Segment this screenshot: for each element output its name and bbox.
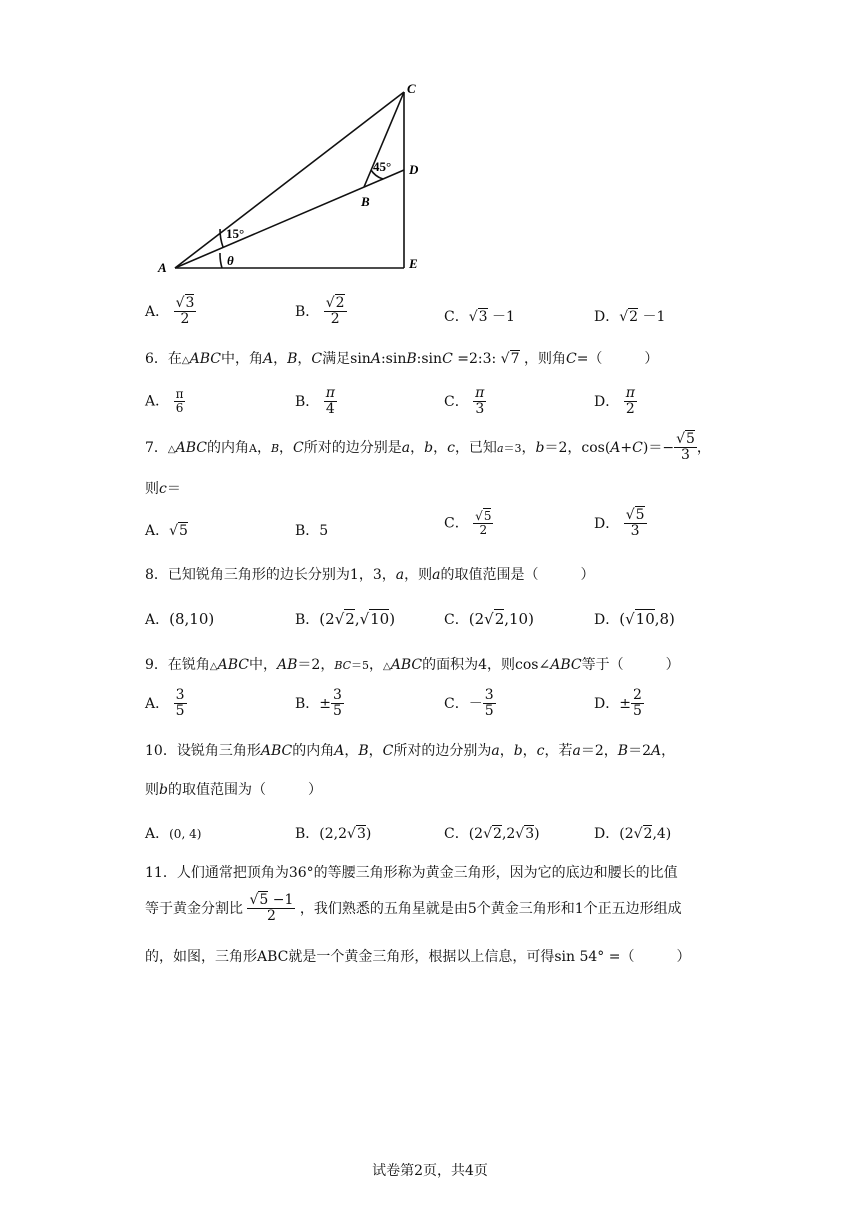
q7-stem: 7．△ABC的内角A，B，C所对的边分别是a，b，c，已知a＝3，b＝2，cos(A+C)＝− $\frac{√5}{3}$ ， (145, 431, 711, 464)
page-footer: 试卷第2页，共4页 (372, 1163, 488, 1179)
q5-option-c-value: √3 －1 (468, 309, 515, 325)
label-D: D (409, 162, 419, 177)
q5-option-d-value: √2 －1 (619, 309, 666, 325)
q6-option-a[interactable]: A． $\frac{\pi}{6}$ (145, 387, 184, 416)
q9-option-d[interactable]: D．± $\frac{2}{5}$ (594, 687, 642, 720)
q10-option-a[interactable]: A．(0, 4) (145, 826, 202, 842)
q5-option-a[interactable]: A． $\frac{√3}{2}$ (145, 295, 195, 328)
q7-stem-2: 则c＝ (145, 481, 181, 497)
q9-stem: 9．在锐角△ABC中，AB＝2，BC＝5，△ABC的面积为4，则cos∠ABC等于（ ） (145, 657, 680, 673)
q5-option-c[interactable]: C．√3 －1 (444, 309, 515, 325)
q8-option-a[interactable]: A．(8,10) (145, 610, 215, 628)
label-C: C (407, 81, 416, 96)
q8-stem: 8．已知锐角三角形的边长分别为1，3，a，则a的取值范围是（ ） (145, 567, 595, 583)
q6-option-b[interactable]: B． $\frac{\pi}{4}$ (295, 385, 335, 418)
q5-option-b-value: $\frac{√2}{2}$ (325, 295, 345, 328)
label-E: E (409, 256, 418, 271)
q8-option-c[interactable]: C．(2√2,10) (444, 610, 534, 628)
q6-option-d[interactable]: D． $\frac{\pi}{2}$ (594, 385, 635, 418)
q7-option-d[interactable]: D． $\frac{√5}{3}$ (594, 507, 645, 540)
q10-option-b[interactable]: B．(2,2√3) (295, 826, 372, 842)
q10-stem: 10．设锐角三角形ABC的内角A，B，C所对的边分别为a，b，c，若a＝2，B＝2A， (145, 743, 676, 759)
q10-stem-2: 则b的取值范围为（ ） (145, 782, 322, 798)
q5-option-d[interactable]: D．√2 －1 (594, 309, 666, 325)
q10-option-d[interactable]: D．(2√2,4) (594, 826, 672, 842)
q11-stem-3: 的，如图，三角形ABC就是一个黄金三角形，根据以上信息，可得sin 54° =（ ） (145, 949, 691, 965)
q11-stem-2: 等于黄金分割比 $\frac{√5 -1}{2}$ ，我们熟悉的五角星就是由5个黄金三角形和1个正五边形组成 (145, 892, 682, 925)
q10-option-c[interactable]: C．(2√2,2√3) (444, 826, 540, 842)
q5-option-b[interactable]: B． $\frac{√2}{2}$ (295, 295, 345, 328)
q5-option-a-value: $\frac{√3}{2}$ (175, 295, 195, 328)
label-theta: θ (227, 253, 234, 268)
label-15deg: 15° (226, 226, 245, 241)
label-45deg: 45° (373, 159, 392, 174)
q7-option-b[interactable]: B．5 (295, 523, 329, 539)
q6-stem: 6．在△ABC中，角A，B，C满足sinA:sinB:sinC =2:3: √7 ，则角C=（ ） (145, 351, 659, 367)
q9-option-c[interactable]: C．－ $\frac{3}{5}$ (444, 687, 494, 720)
triangle-figure (150, 75, 440, 280)
q7-option-a[interactable]: A．√5 (145, 523, 188, 539)
q6-option-c[interactable]: C． $\frac{\pi}{3}$ (444, 385, 485, 418)
label-A: A (158, 260, 167, 275)
golden-ratio-fraction: $\frac{√5 -1}{2}$ (249, 892, 294, 925)
q9-option-a[interactable]: A． $\frac{3}{5}$ (145, 687, 185, 720)
q8-option-d[interactable]: D．(√10,8) (594, 610, 675, 628)
q7-option-c[interactable]: C． $\frac{√5}{2}$ (444, 509, 492, 538)
label-B: B (361, 194, 370, 209)
q11-stem: 11．人们通常把顶角为36°的等腰三角形称为黄金三角形，因为它的底边和腰长的比值 (145, 865, 678, 881)
q9-option-b[interactable]: B．± $\frac{3}{5}$ (295, 687, 342, 720)
q8-option-b[interactable]: B．(2√2,√10) (295, 610, 396, 628)
